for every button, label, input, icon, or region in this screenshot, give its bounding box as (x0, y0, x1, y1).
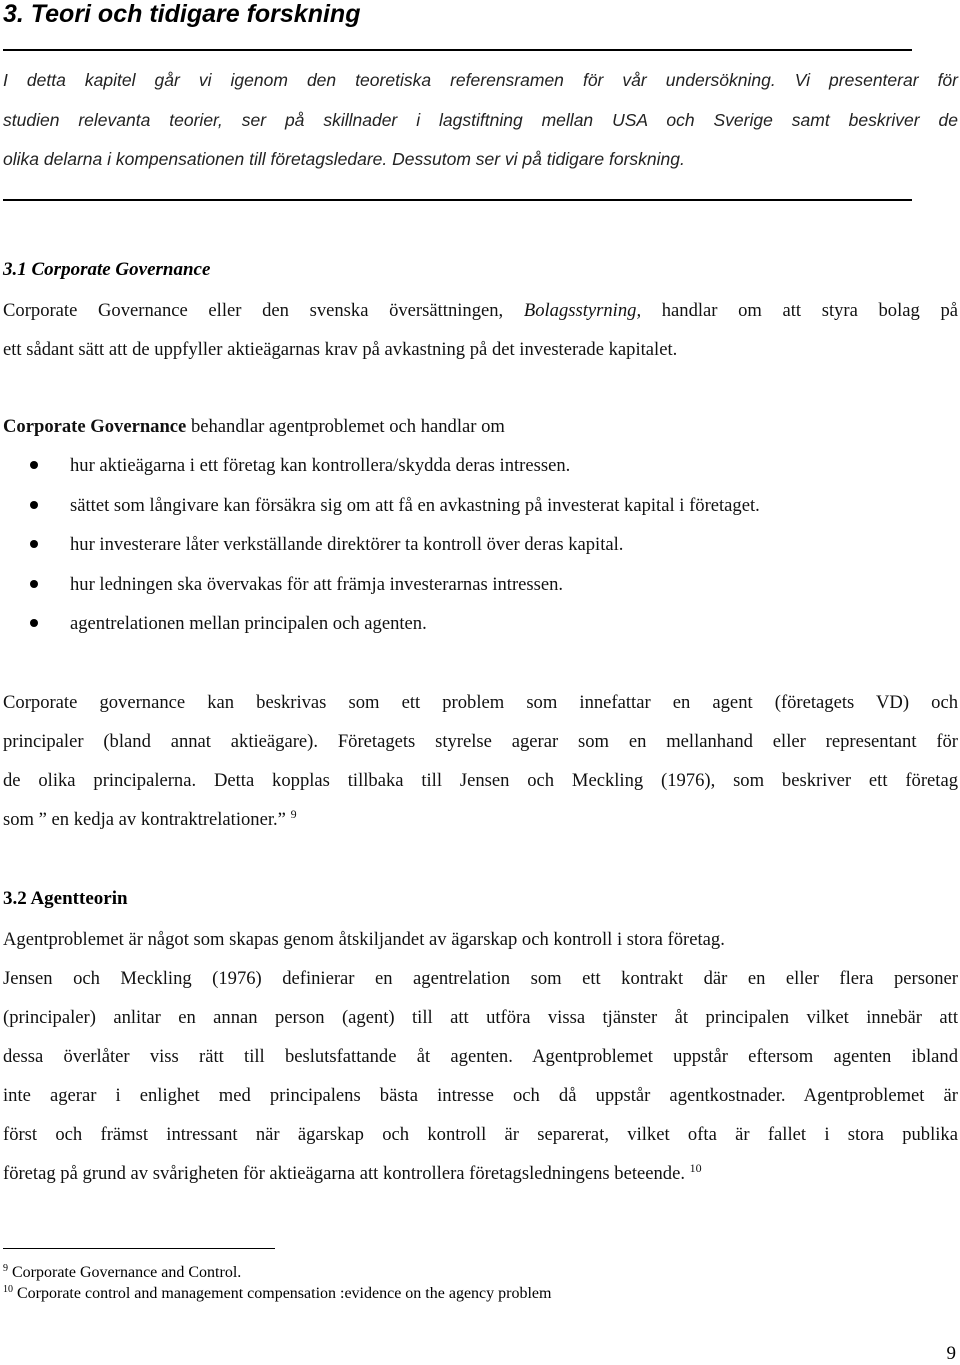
bullet-icon (30, 619, 38, 627)
footnote-ref[interactable]: 10 (689, 1161, 702, 1175)
text-span: behandlar agentproblemet och handlar om (186, 416, 505, 437)
text-span: företag på grund av svårigheten för aktieägarna att kontrollera företagsledningens beteende. (3, 1163, 685, 1184)
bullet-list (30, 446, 760, 644)
bullet-icon (30, 501, 38, 509)
section-2-paragraph-1 (3, 920, 958, 959)
chapter-title: 3. Teori och tidigare forskning (3, 0, 361, 28)
chapter-intro (3, 61, 958, 180)
list-item-text: hur aktieägarna i ett företag kan kontrollera/skydda deras intressen. (70, 455, 571, 476)
paragraph-line: först och främst intressant när ägarskap och kontroll är separerat, vilket ofta är fallet i stora publika (3, 1124, 958, 1145)
intro-line: studien relevanta teorier, ser på skillnader i lagstiftning mellan USA och Sverige samt beskriver de (3, 109, 958, 130)
paragraph-line: Agentproblemet är något som skapas genom åtskiljandet av ägarskap och kontroll i stora företag. (3, 929, 725, 950)
section-heading-3-2: 3.2 Agentteorin (3, 888, 128, 909)
page-number: 9 (946, 1343, 956, 1364)
paragraph-line: de olika principalerna. Detta kopplas tillbaka till Jensen och Meckling (1976), som beskriver ett företag (3, 770, 958, 791)
section-2-paragraph-2 (3, 959, 958, 1193)
footnote-10 (3, 1284, 551, 1304)
text-span: Corporate Governance eller den svenska översättningen, (3, 300, 524, 321)
paragraph-line: Corporate governance kan beskrivas som ett problem som innefattar en agent (företagets VD) och (3, 692, 958, 713)
paragraph-line (3, 407, 958, 446)
footnote-text: Corporate control and management compensation :evidence on the agency problem (17, 1285, 552, 1302)
list-item-text: sättet som långivare kan försäkra sig om att få en avkastning på investerat kapital i företaget. (70, 494, 760, 516)
title-rule (3, 49, 912, 51)
text-span: handlar om att styra bolag på (641, 300, 958, 321)
bold-term: Corporate Governance (3, 416, 187, 437)
paragraph-line: inte agerar i enlighet med principalens bästa intresse och då uppstår agentkostnader. Agentproblemet är (3, 1085, 958, 1106)
section-heading-3-1: 3.1 Corporate Governance (3, 259, 211, 280)
paragraph-line: ett sådant sätt att de uppfyller aktieägarnas krav på avkastning på det investerade kapitalet. (3, 339, 678, 360)
list-item-text: hur ledningen ska övervakas för att främja investerarnas intressen. (70, 573, 564, 595)
intro-line: I detta kapitel går vi igenom den teoretiska referensramen för vår undersökning. Vi presenterar för (3, 70, 958, 90)
paragraph-line: Jensen och Meckling (1976) definierar en agentrelation som ett kontrakt där en eller flera personer (3, 968, 958, 989)
paragraph-line: principaler (bland annat aktieägare). Företagets styrelse agerar som en mellanhand eller representant för (3, 731, 958, 752)
section-1-paragraph-2 (3, 683, 958, 839)
intro-rule (3, 199, 912, 201)
list-item (30, 446, 760, 486)
list-item-text: agentrelationen mellan principalen och agenten. (70, 613, 427, 635)
paragraph-line: (principaler) anlitar en annan person (agent) till att utföra vissa tjänster åt principalen vilket innebär att (3, 1007, 958, 1028)
intro-line: olika delarna i kompensationen till företagsledare. Dessutom ser vi på tidigare forskning. (3, 149, 685, 169)
paragraph-line: dessa överlåter viss rätt till beslutsfattande åt agenten. Agentproblemet uppstår eftersom agenten ibland (3, 1046, 958, 1067)
list-item (30, 525, 760, 565)
list-item-text: hur investerare låter verkställande direktörer ta kontroll över deras kapital. (70, 534, 624, 556)
paragraph-line (3, 800, 958, 839)
footnote-text: Corporate Governance and Control. (12, 1264, 242, 1281)
italic-term: Bolagsstyrning, (523, 300, 642, 321)
bullet-icon (30, 580, 38, 588)
paragraph-line (3, 1154, 958, 1193)
list-item (30, 486, 760, 526)
footnote-9 (3, 1263, 241, 1283)
footnote-number: 9 (3, 1263, 8, 1274)
list-item (30, 604, 760, 644)
bullet-icon (30, 540, 38, 548)
footnote-rule (3, 1248, 275, 1249)
section-1-paragraph-1 (3, 291, 958, 369)
paragraph-line (3, 291, 958, 330)
footnote-number: 10 (3, 1284, 13, 1295)
text-span: som ” en kedja av kontraktrelationer.” (3, 809, 286, 830)
list-intro (3, 407, 958, 446)
bullet-icon (30, 461, 38, 469)
footnote-ref[interactable]: 9 (290, 807, 297, 821)
list-item (30, 565, 760, 605)
